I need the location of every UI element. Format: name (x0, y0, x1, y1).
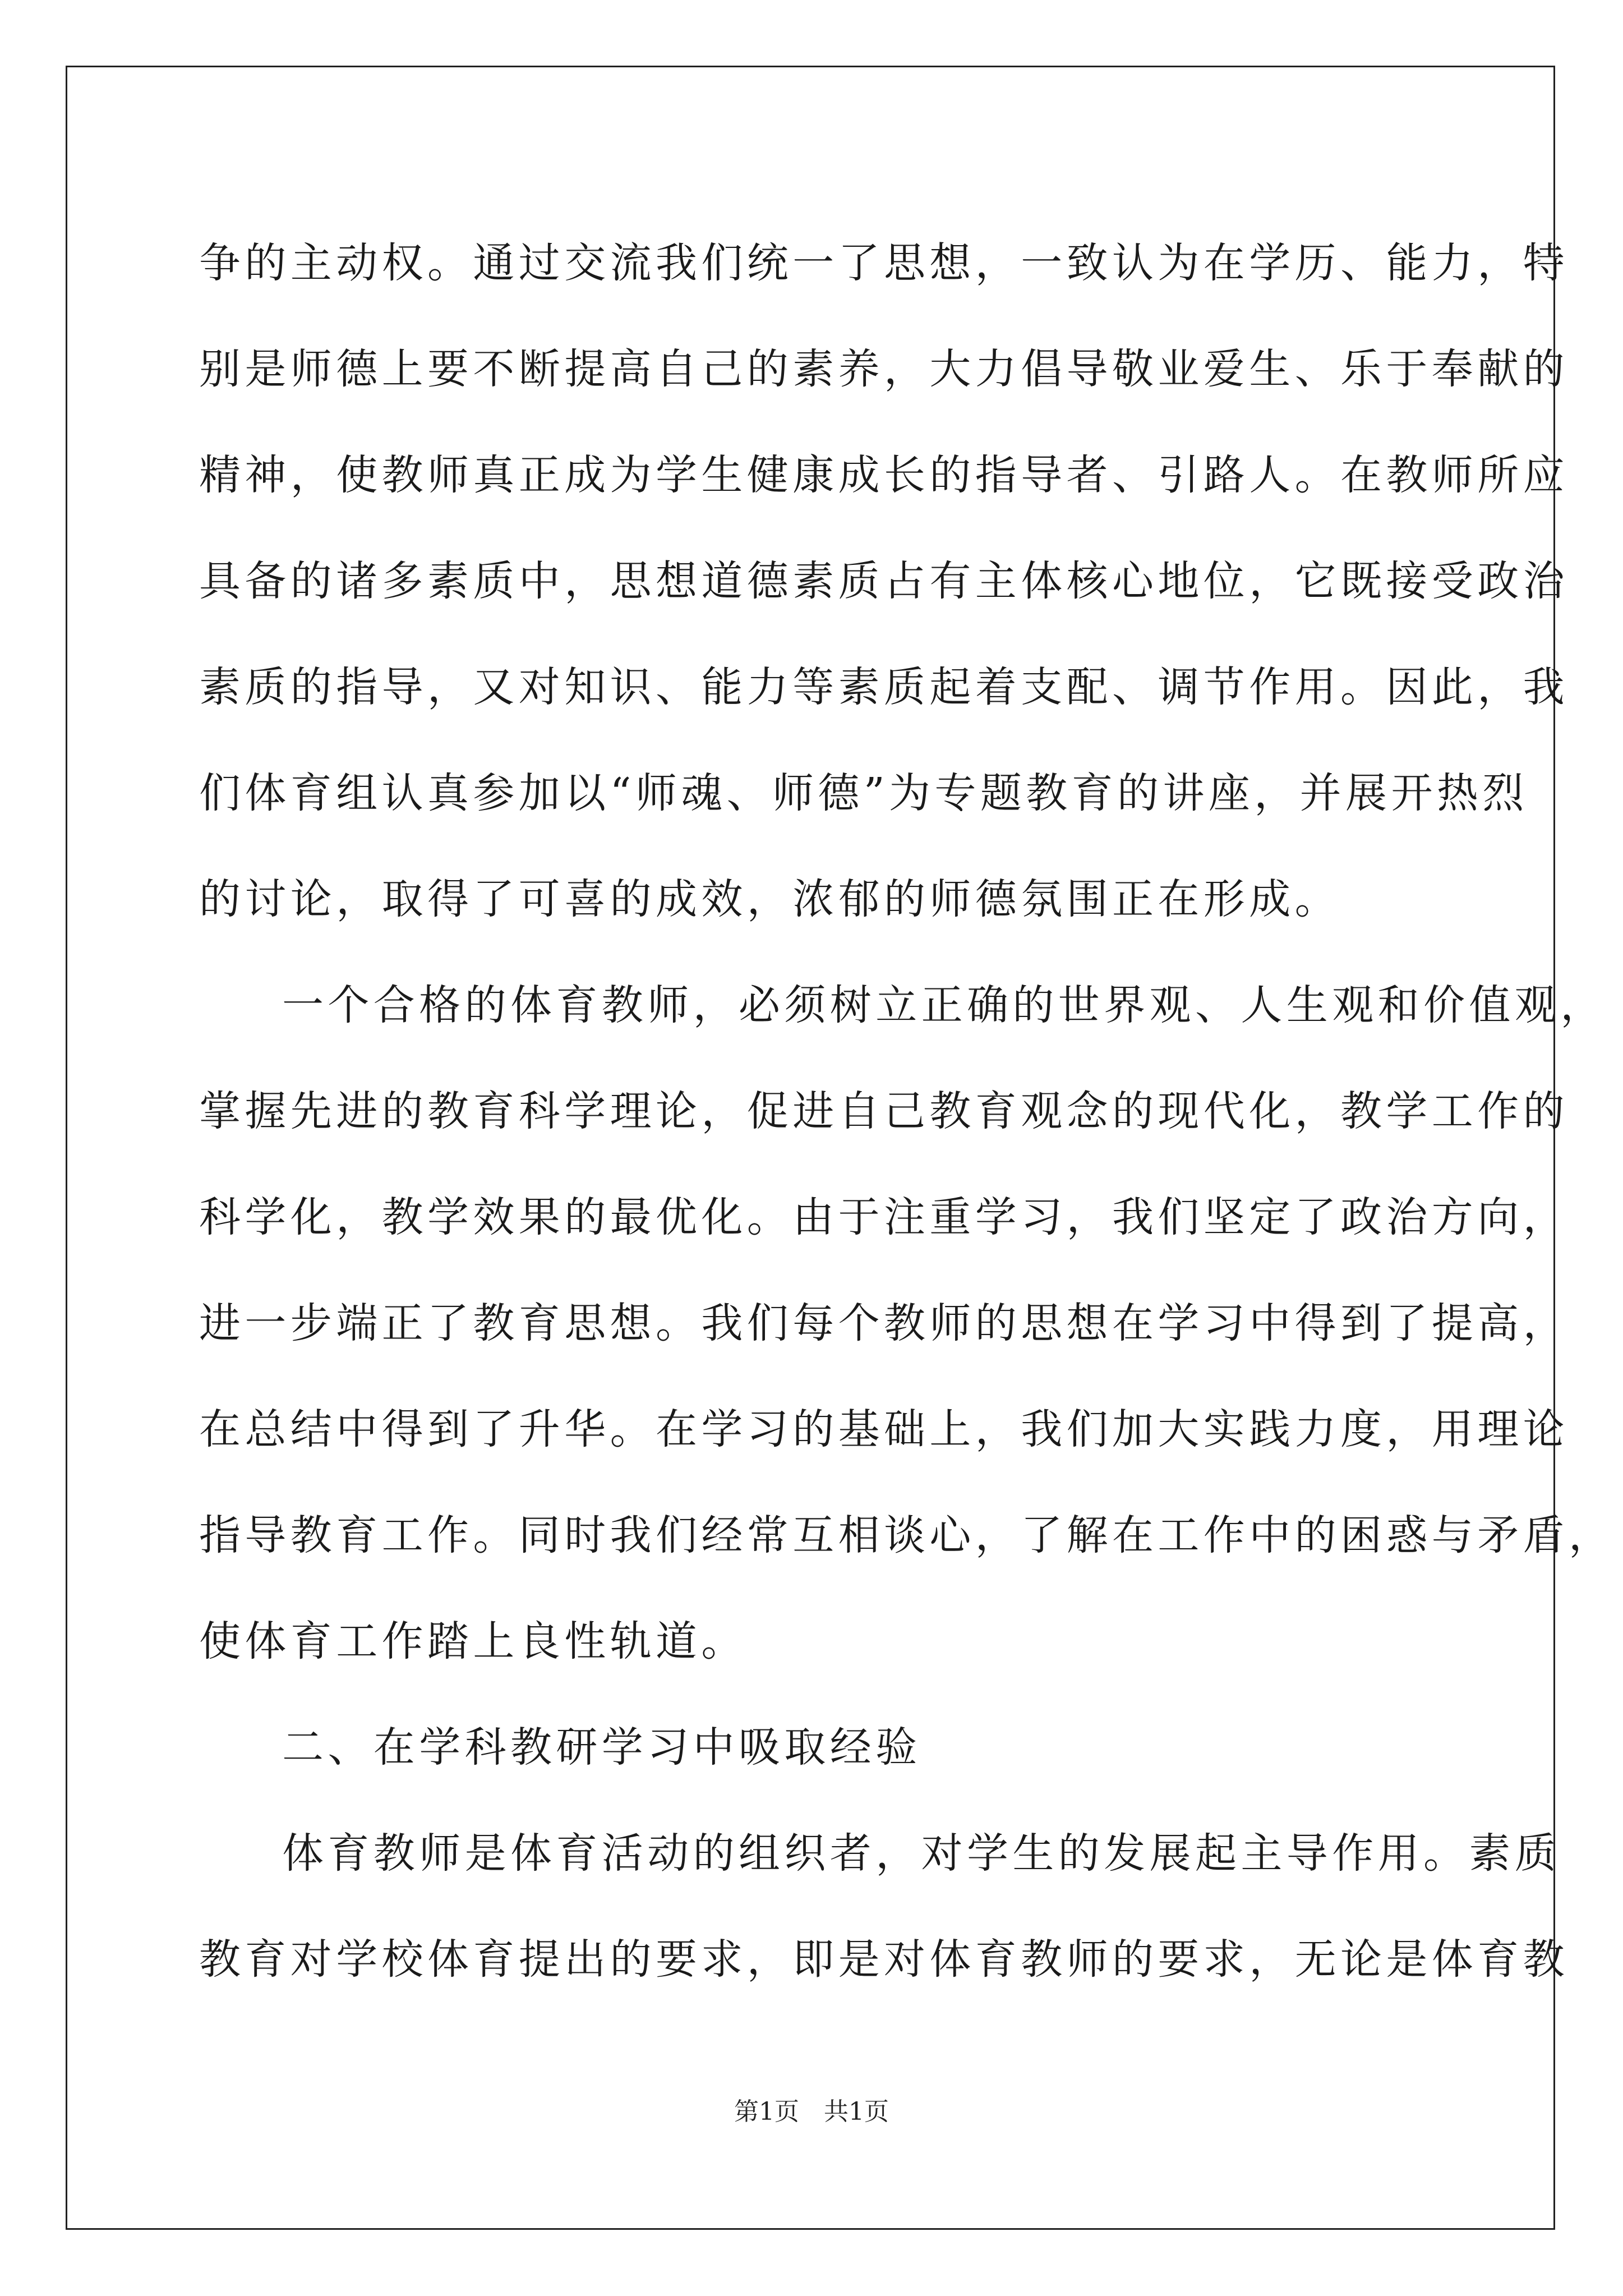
text-line: 争的主动权。通过交流我们统一了思想，一致认为在学历、能力，特 (199, 239, 1569, 287)
text-line: 精神，使教师真正成为学生健康成长的指导者、引路人。在教师所应 (199, 451, 1569, 499)
text-line: 具备的诸多素质中，思想道德素质占有主体核心地位，它既接受政治 (199, 557, 1569, 605)
text-line: 教育对学校体育提出的要求，即是对体育教师的要求，无论是体育教 (199, 1935, 1569, 1984)
text-line: 的讨论，取得了可喜的成效，浓郁的师德氛围正在形成。 (199, 875, 1340, 923)
text-line: 掌握先进的教育科学理论，促进自己教育观念的现代化，教学工作的 (199, 1087, 1569, 1135)
text-line: 二、在学科教研学习中吸取经验 (282, 1723, 921, 1772)
text-line: 指导教育工作。同时我们经常互相谈心，了解在工作中的困惑与矛盾， (199, 1511, 1615, 1559)
text-line: 在总结中得到了升华。在学习的基础上，我们加大实践力度，用理论 (199, 1405, 1569, 1453)
text-line: 们体育组认真参加以“师魂、师德”为专题教育的讲座，并展开热烈 (199, 769, 1528, 817)
text-line: 进一步端正了教育思想。我们每个教师的思想在学习中得到了提高， (199, 1299, 1569, 1347)
text-line: 一个合格的体育教师，必须树立正确的世界观、人生观和价值观， (282, 981, 1606, 1029)
page-number-footer: 第1页 共1页 (734, 2097, 889, 2126)
text-line: 体育教师是体育活动的组织者，对学生的发展起主导作用。素质 (282, 1829, 1561, 1878)
text-line: 别是师德上要不断提高自己的素养，大力倡导敬业爱生、乐于奉献的 (199, 345, 1569, 393)
text-line: 科学化，教学效果的最优化。由于注重学习，我们坚定了政治方向， (199, 1193, 1569, 1241)
text-line: 使体育工作踏上良性轨道。 (199, 1617, 747, 1665)
text-line: 素质的指导，又对知识、能力等素质起着支配、调节作用。因此，我 (199, 663, 1569, 711)
document-body (199, 210, 1615, 2013)
